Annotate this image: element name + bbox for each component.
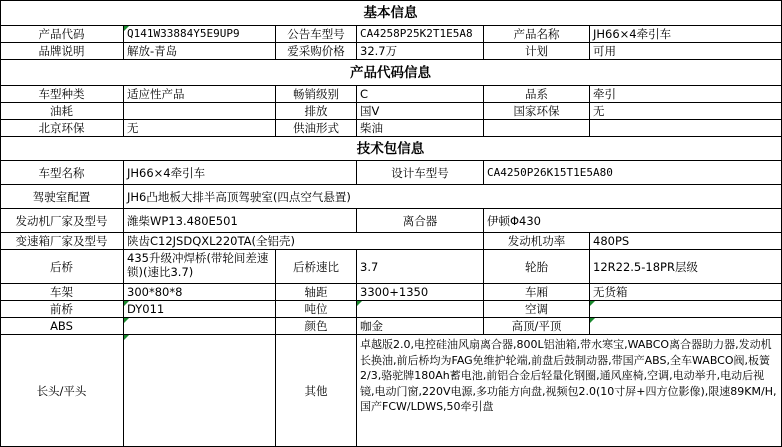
tire-label: 轮胎: [484, 250, 590, 284]
gearbox-value: 陕齿C12JSDQXL220TA(全铝壳): [124, 233, 484, 250]
tonnage-label: 吨位: [276, 301, 357, 318]
rear-ratio-value: 3.7: [357, 250, 484, 284]
fuel-supply-value: 柴油: [357, 120, 484, 137]
color-label: 颜色: [276, 318, 357, 335]
brand-label: 品牌说明: [0, 43, 124, 60]
color-value: 咖金: [357, 318, 484, 335]
engine-label: 发动机厂家及型号: [0, 209, 124, 233]
plan-value: 可用: [590, 43, 782, 60]
vehicle-type-value: 适应性产品: [124, 86, 276, 103]
design-model-value: CA4250P26K15T1E5A80: [484, 161, 782, 185]
front-axle-label: 前桥: [0, 301, 124, 318]
engine-power-value: 480PS: [590, 233, 782, 250]
empty-cell: [590, 120, 782, 137]
engine-value: 潍柴WP13.480E501: [124, 209, 357, 233]
emission-label: 排放: [276, 103, 357, 120]
body-label: 车厢: [484, 284, 590, 301]
wheelbase-label: 轴距: [276, 284, 357, 301]
frame-label: 车架: [0, 284, 124, 301]
clutch-label: 离合器: [357, 209, 484, 233]
product-code-value: Q141W33884Y5E9UP9: [124, 26, 276, 43]
roof-label: 高顶/平顶: [484, 318, 590, 335]
abs-value: [124, 318, 276, 335]
product-code-label: 产品代码: [0, 26, 124, 43]
vehicle-type-label: 车型种类: [0, 86, 124, 103]
beijing-env-label: 北京环保: [0, 120, 124, 137]
cab-label: 驾驶室配置: [0, 185, 124, 209]
section-code-title: 产品代码信息: [0, 60, 782, 86]
engine-power-label: 发动机功率: [484, 233, 590, 250]
tonnage-value: [357, 301, 484, 318]
cab-value: JH6凸地板大排半高顶驾驶室(四点空气悬置): [124, 185, 782, 209]
price-value: 32.7万: [357, 43, 484, 60]
beijing-env-value: 无: [124, 120, 276, 137]
other-value: 卓越版2.0,电控硅油风扇离合器,800L铝油箱,带水寒宝,WABCO离合器助力器,发动机长换油,前后桥均为FAG免维护轮端,前盘后鼓制动器,带国产ABS,全车WABCO阀,板簧2/3,骆驼牌180Ah蓄电池,前铝合金后轻量化钢圈,通风座椅,空调,电动举升,电动后视镜,电动门窗,220V电源,多功能方向盘,视频包2.0(10寸屏+四方位影像),限速89KM/H,国产FCW/LDWS,50牵引盘: [357, 335, 782, 447]
notice-model-value: CA4258P25K2T1E5A8: [357, 26, 484, 43]
national-env-label: 国家环保: [484, 103, 590, 120]
other-label: 其他: [276, 335, 357, 447]
head-value: [124, 335, 276, 447]
plan-label: 计划: [484, 43, 590, 60]
section-tech-title: 技术包信息: [0, 137, 782, 161]
rear-axle-label: 后桥: [0, 250, 124, 284]
head-label: 长头/平头: [0, 335, 124, 447]
national-env-value: 无: [590, 103, 782, 120]
product-name-label: 产品名称: [484, 26, 590, 43]
tire-value: 12R22.5-18PR层级: [590, 250, 782, 284]
rear-ratio-label: 后桥速比: [276, 250, 357, 284]
rear-axle-value: 435升级冲焊桥(带轮间差速锁)(速比3.7): [124, 250, 276, 284]
front-axle-value: DY011: [124, 301, 276, 318]
notice-model-label: 公告车型号: [276, 26, 357, 43]
fuel-supply-label: 供油形式: [276, 120, 357, 137]
frame-value: 300*80*8: [124, 284, 276, 301]
clutch-value: 伊顿Φ430: [484, 209, 782, 233]
fuel-value: [124, 103, 276, 120]
ac-value: [590, 301, 782, 318]
brand-value: 解放-青岛: [124, 43, 276, 60]
series-value: 牵引: [590, 86, 782, 103]
model-name-value: JH66×4牵引车: [124, 161, 357, 185]
price-label: 爱采购价格: [276, 43, 357, 60]
wheelbase-value: 3300+1350: [357, 284, 484, 301]
sales-level-label: 畅销级别: [276, 86, 357, 103]
abs-label: ABS: [0, 318, 124, 335]
model-name-label: 车型名称: [0, 161, 124, 185]
product-name-value: JH66×4牵引车: [590, 26, 782, 43]
roof-value: [590, 318, 782, 335]
section-basic-title: 基本信息: [0, 0, 782, 26]
body-value: 无货箱: [590, 284, 782, 301]
fuel-label: 油耗: [0, 103, 124, 120]
gearbox-label: 变速箱厂家及型号: [0, 233, 124, 250]
design-model-label: 设计车型号: [357, 161, 484, 185]
sales-level-value: C: [357, 86, 484, 103]
ac-label: 空调: [484, 301, 590, 318]
emission-value: 国Ⅴ: [357, 103, 484, 120]
series-label: 品系: [484, 86, 590, 103]
empty-cell: [484, 120, 590, 137]
